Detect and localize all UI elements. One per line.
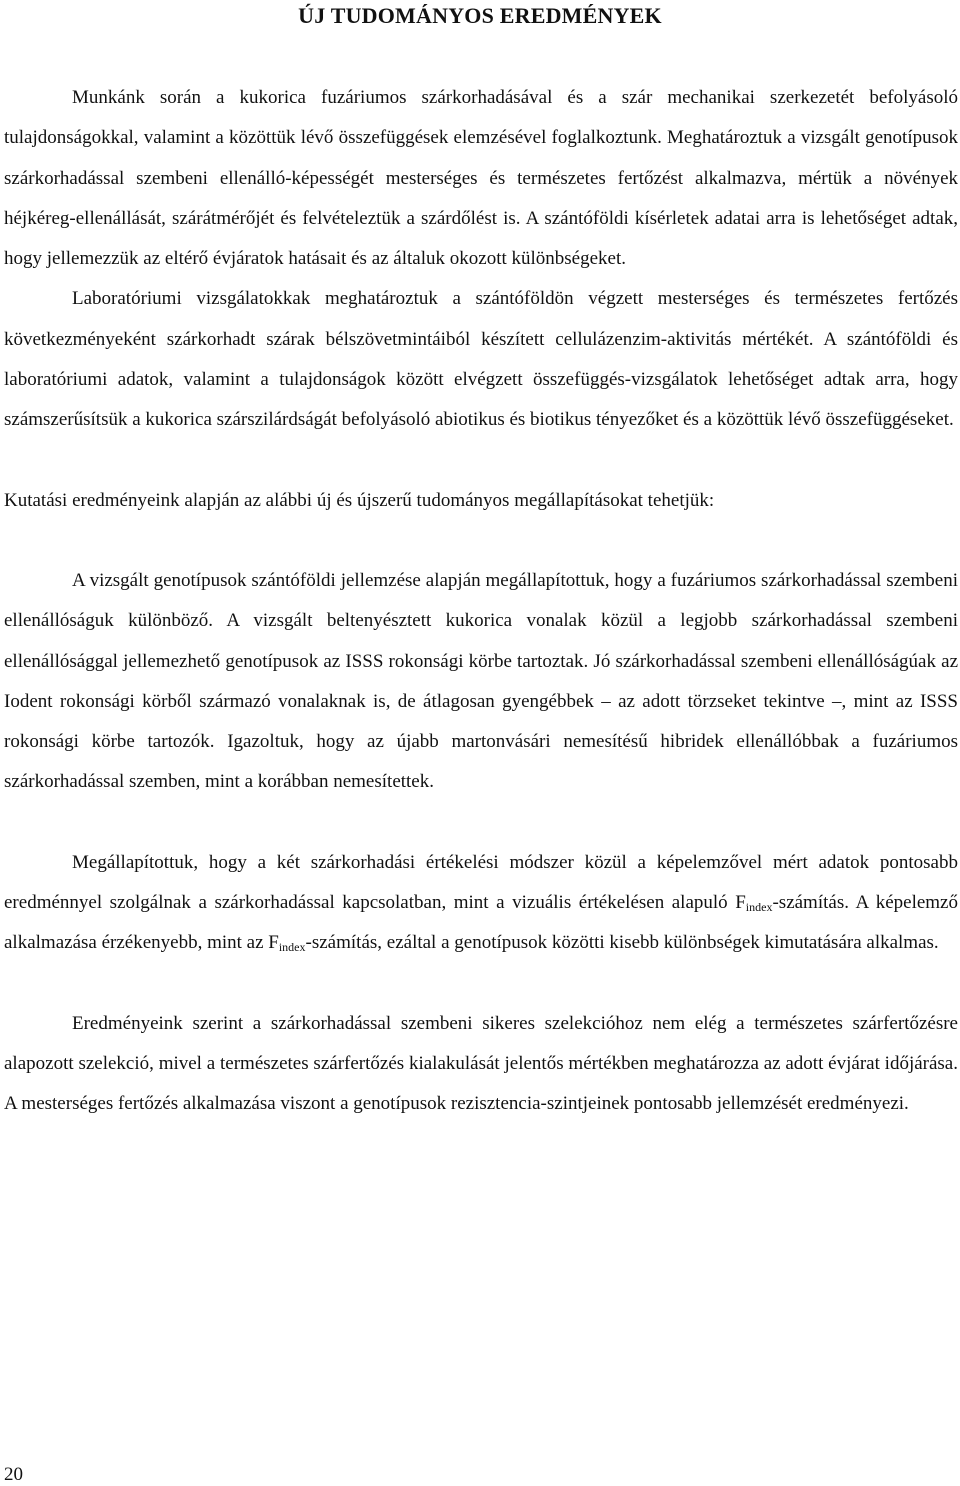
sentence: Kutatási eredményeink alapján az alábbi új és újszerű tudományos megállapításokat tehetjük: (4, 489, 715, 511)
paragraph-finding-selection (4, 1004, 958, 1125)
subscript: index (745, 900, 773, 915)
page-number: 20 (4, 1464, 23, 1485)
sentence-part: -számítás, ezáltal a genotípusok közötti kisebb különbségek kimutatására alkalmas. (305, 932, 939, 954)
subscript: index (278, 940, 306, 955)
sentence-part: A képelemző alkalmazása érzékenyebb, mint az F (4, 892, 958, 954)
sentence: Jó szárkorhadással szembeni ellenállóságúak az Iodent rokonsági körből származó vonalaknak is, de átlagosan gyengébbek – az adott törzseket tekintve –, mint az ISSS rokonsági körbe tartozók. (4, 650, 958, 753)
sentence: A mesterséges fertőzés alkalmazása viszont a genotípusok rezisztencia-szintjeinek pontosabb jellemzését eredményezi. (4, 1093, 909, 1115)
sentence: Igazoltuk, hogy az újabb martonvásári nemesítésű hibridek ellenállóbbak a fuzáriumos szárkorhadással szemben, mint a korábban nemesítettek. (4, 731, 958, 793)
paragraph-finding-image-analysis (4, 843, 958, 964)
sentence: Eredményeink szerint a szárkorhadással szembeni sikeres szelekcióhoz nem elég a természetes szárfertőzésre alapozott szelekció, mivel a természetes szárfertőzés kialakulását jelentős mértékben meghatározza az adott évjárat időjárása. (4, 1012, 958, 1074)
document-body (4, 78, 958, 1125)
paragraph-findings-intro (4, 481, 958, 521)
sentence: Laboratóriumi vizsgálatokkak meghatároztuk a szántóföldön végzett mesterséges és természetes fertőzés következményeként szárkorhadt szárak bélszövetmintáiból készített cellulázenzim-aktivitás mértékét. (4, 288, 958, 350)
paragraph-intro (4, 78, 958, 279)
sentence: A szántóföldi és laboratóriumi adatok, valamint a tulajdonságok között elvégzett összefüggés-vizsgálatok lehetőséget adtak arra, hogy számszerűsítsük a kukorica szárszilárdságát befolyásoló abiotikus és biotikus tényezőket és a közöttük lévő összefüggéseket. (4, 328, 958, 431)
sentence: A vizsgált genotípusok szántóföldi jellemzése alapján megállapítottuk, hogy a fuzáriumos szárkorhadással szembeni ellenállóságuk különböző. (4, 569, 958, 632)
sentence: A vizsgált beltenyésztett kukorica vonalak közül a legjobb szárkorhadással szembeni ellenállósággal jellemezhető genotípusok az ISSS rokonsági körbe tartoztak. (4, 610, 959, 672)
sentence: A szántóföldi kísérletek adatai arra is lehetőséget adtak, hogy jellemezzük az eltérő évjáratok hatásait és az általuk okozott különbségeket. (4, 207, 959, 270)
sentence-part: -számítás. (772, 892, 849, 914)
paragraph-finding-resistance (4, 561, 958, 803)
paragraph-laboratory (4, 279, 958, 440)
sentence: Munkánk során a kukorica fuzáriumos szárkorhadásával és a szár mechanikai szerkezetét befolyásoló tulajdonságokkal, valamint a közöttük lévő összefüggések elemzésével foglalkoztunk. (4, 87, 958, 149)
section-heading: ÚJ TUDOMÁNYOS EREDMÉNYEK (298, 3, 662, 28)
sentence-part: Megállapítottuk, hogy a két szárkorhadási értékelési módszer közül a képelemzővel mért adatok pontosabb eredménnyel szolgálnak a szárkorhadással kapcsolatban, mint a vizuális értékelésen alapuló F (4, 851, 958, 914)
sentence: Meghatároztuk a vizsgált genotípusok szárkorhadással szembeni ellenálló-képességét mesterséges és természetes fertőzést alkalmazva, mértük a növények héjkéreg-ellenállását, szárátmérőjét és felvételeztük a szárdőlést is. (4, 127, 958, 229)
